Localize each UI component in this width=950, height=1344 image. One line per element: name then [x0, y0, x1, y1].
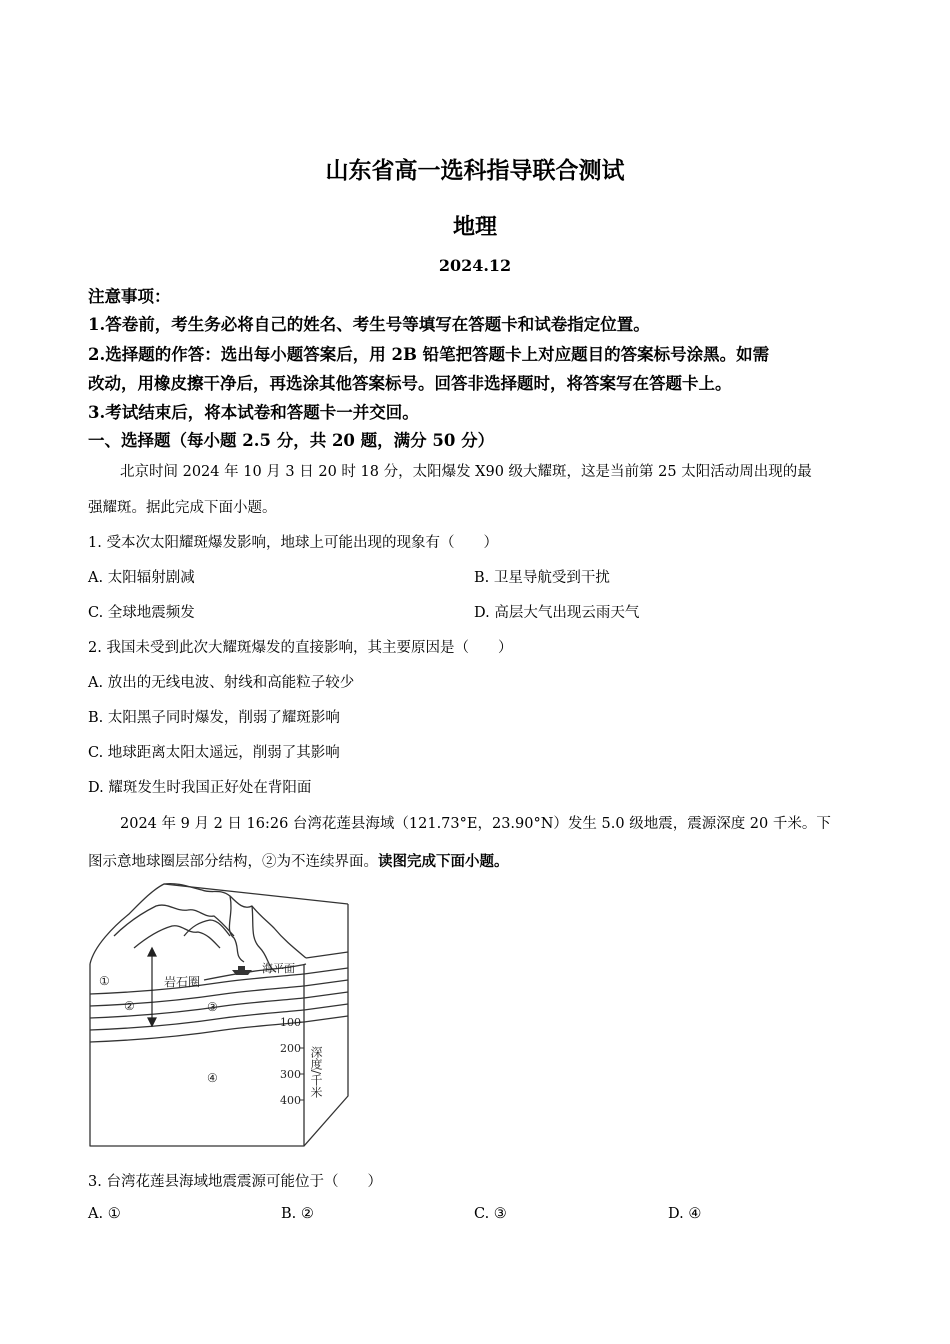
- label-layer-2: ②: [124, 999, 135, 1013]
- section-heading: 一、选择题（每小题 2.5 分，共 20 题，满分 50 分）: [88, 431, 495, 450]
- question-3-option-a: A. ①: [88, 1206, 121, 1222]
- label-depth-400: 400: [280, 1094, 301, 1107]
- notes-item-3: 3.考试结束后，将本试卷和答题卡一并交回。: [88, 403, 419, 422]
- right-face-outline: [304, 904, 348, 1146]
- question-1-option-d: D. 高层大气出现云雨天气: [474, 605, 640, 621]
- right-boundary-1: [304, 968, 348, 974]
- question-1-option-b: B. 卫星导航受到干扰: [474, 570, 610, 586]
- front-face-outline: [90, 964, 304, 1146]
- question-3-option-c: C. ③: [474, 1206, 507, 1222]
- exam-date: 2024.12: [438, 256, 512, 275]
- ridge-line-3: [184, 920, 230, 936]
- right-boundary-3: [304, 992, 348, 998]
- label-depth-unit: 深度/千米: [309, 1046, 323, 1099]
- question-1-option-c: C. 全球地震频发: [88, 605, 195, 621]
- label-layer-4: ④: [207, 1071, 218, 1085]
- boundary-lithosphere-base: [90, 1010, 304, 1030]
- subject-title: 地理: [452, 214, 497, 240]
- ridge-line-1: [114, 905, 234, 936]
- right-boundary-5: [304, 1016, 348, 1022]
- question-2-option-d: D. 耀斑发生时我国正好处在背阳面: [88, 780, 312, 796]
- label-lithosphere: 岩石圈: [164, 975, 201, 989]
- question-3-stem: 3. 台湾花莲县海域地震震源可能位于（ ）: [88, 1174, 382, 1190]
- question-2-option-c: C. 地球距离太阳太遥远，削弱了其影响: [88, 745, 340, 761]
- passage-2-line-2-normal: 图示意地球圈层部分结构，②为不连续界面。: [88, 854, 378, 870]
- notes-item-1: 1.答卷前，考生务必将自己的姓名、考生号等填写在答题卡和试卷指定位置。: [88, 315, 650, 334]
- passage-1-line-2: 强耀斑。据此完成下面小题。: [88, 500, 277, 516]
- boundary-moho: [90, 986, 304, 1006]
- boundary-middle: [90, 998, 304, 1018]
- right-boundary-4: [304, 1004, 348, 1010]
- passage-2-line-2-bold: 读图完成下面小题。: [378, 853, 509, 870]
- passage-2-line-2: [88, 850, 509, 871]
- passage-1-line-1: 北京时间 2024 年 10 月 3 日 20 时 18 分，太阳爆发 X90 级大耀斑，这是当前第 25 太阳活动周出现的最: [120, 464, 812, 480]
- question-2-option-a: A. 放出的无线电波、射线和高能粒子较少: [88, 675, 355, 691]
- question-1-stem: 1. 受本次太阳耀斑爆发影响，地球上可能出现的现象有（ ）: [88, 535, 498, 551]
- question-2-option-b: B. 太阳黑子同时爆发，削弱了耀斑影响: [88, 710, 340, 726]
- page-title: 山东省高一选科指导联合测试: [325, 157, 625, 184]
- notes-item-2a: 2.选择题的作答：选出每小题答案后，用 2B 铅笔把答题卡上对应题目的答案标号涂黑。如需: [88, 345, 770, 364]
- label-sea-level: 海平面: [262, 962, 295, 975]
- question-1-option-a: A. 太阳辐射剧减: [88, 570, 195, 586]
- label-depth-300: 300: [280, 1068, 301, 1081]
- right-boundary-2: [304, 980, 348, 986]
- label-depth-100: 100: [280, 1016, 301, 1029]
- notes-heading: 注意事项：: [88, 287, 171, 306]
- boundary-asthenosphere-top: [90, 1022, 304, 1042]
- label-layer-1: ①: [99, 974, 110, 988]
- ship-icon: [232, 966, 252, 975]
- earth-layers-diagram: [84, 876, 364, 1152]
- question-2-stem: 2. 我国未受到此次大耀斑爆发的直接影响，其主要原因是（ ）: [88, 640, 513, 656]
- passage-2-line-1: 2024 年 9 月 2 日 16:26 台湾花莲县海域（121.73°E，23.90°N）发生 5.0 级地震，震源深度 20 千米。下: [120, 816, 831, 832]
- sea-surface-edge: [306, 952, 348, 958]
- label-depth-200: 200: [280, 1042, 301, 1055]
- notes-item-2b: 改动，用橡皮擦干净后，再选涂其他答案标号。回答非选择题时，将答案写在答题卡上。: [88, 374, 732, 393]
- label-layer-3: ③: [207, 1000, 218, 1014]
- question-3-option-b: B. ②: [281, 1206, 314, 1222]
- question-3-option-d: D. ④: [668, 1206, 702, 1222]
- ridge-line-2: [134, 926, 220, 948]
